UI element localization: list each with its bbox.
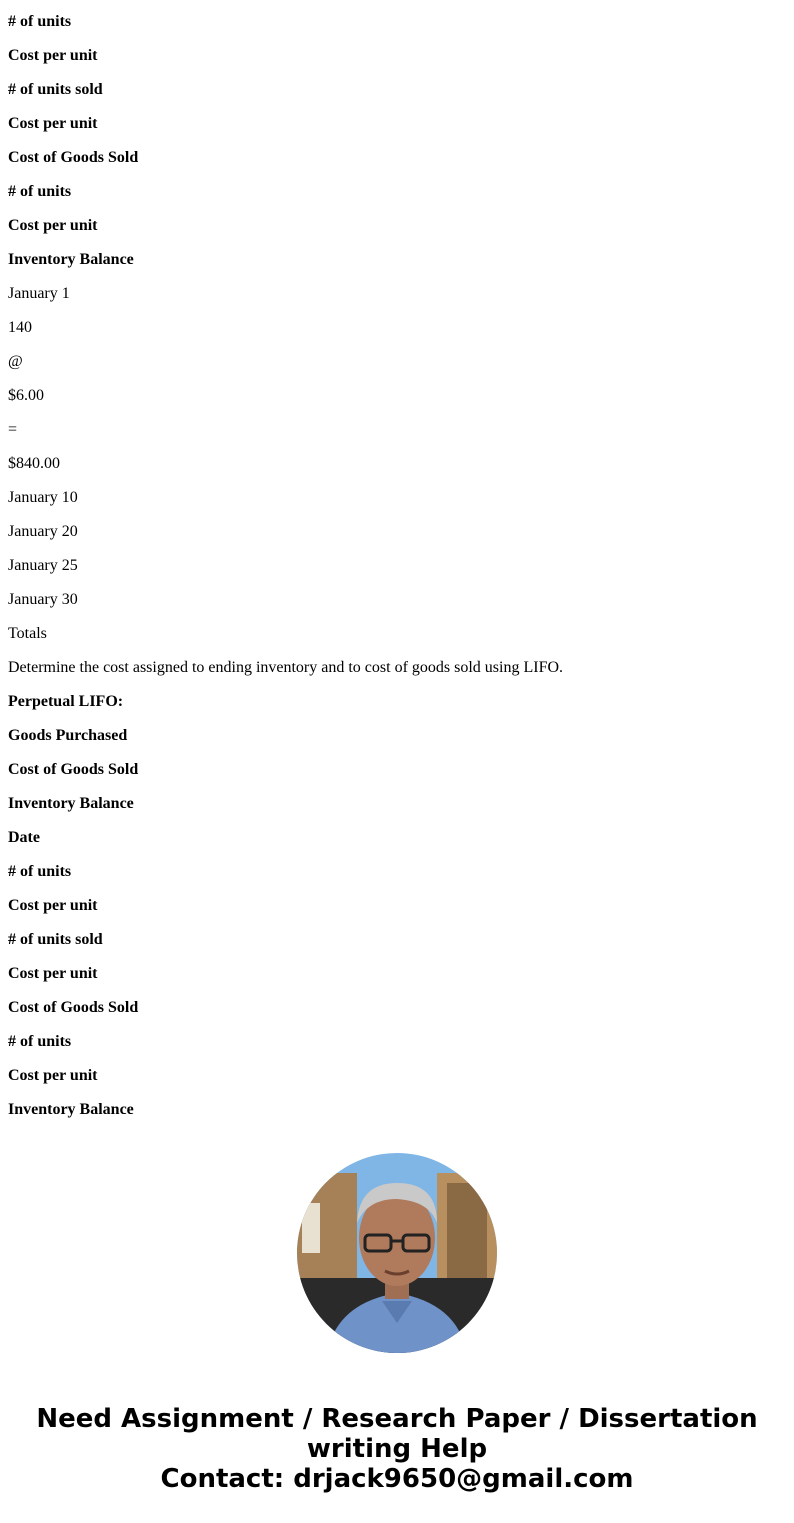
text-line: January 1 <box>8 285 70 302</box>
heading-line: Inventory Balance <box>8 251 134 268</box>
text-line: $6.00 <box>8 387 44 404</box>
heading-line: # of units <box>8 183 72 200</box>
heading-line: # of units <box>8 13 72 30</box>
promo-line-1: Need Assignment / Research Paper / Dissertation <box>36 1404 758 1434</box>
heading-line: # of units <box>8 863 72 880</box>
heading-line: Cost of Goods Sold <box>8 999 139 1016</box>
heading-line: Cost per unit <box>8 47 98 64</box>
heading-line: # of units <box>8 1033 72 1050</box>
promo-line-2: writing Help <box>306 1434 488 1464</box>
heading-line: Cost of Goods Sold <box>8 149 139 166</box>
heading-line: Cost per unit <box>8 965 98 982</box>
heading-line: Cost per unit <box>8 217 98 234</box>
heading-line: Date <box>8 829 40 846</box>
text-line: January 20 <box>8 523 78 540</box>
heading-line: Perpetual LIFO: <box>8 693 124 710</box>
heading-line: Goods Purchased <box>8 727 128 744</box>
heading-line: Cost per unit <box>8 897 98 914</box>
text-line: 140 <box>8 319 32 336</box>
text-line: @ <box>8 353 23 370</box>
heading-line: # of units sold <box>8 931 103 948</box>
text-line: January 25 <box>8 557 78 574</box>
text-line: Totals <box>8 625 47 642</box>
document-body <box>8 13 786 1135</box>
heading-line: Cost of Goods Sold <box>8 761 139 778</box>
heading-line: Inventory Balance <box>8 795 134 812</box>
text-line: January 30 <box>8 591 78 608</box>
person-photo-icon <box>297 1153 497 1353</box>
text-line: = <box>8 421 18 438</box>
heading-line: # of units sold <box>8 81 103 98</box>
text-line: Determine the cost assigned to ending inventory and to cost of goods sold using LIFO. <box>8 659 564 676</box>
heading-line: Inventory Balance <box>8 1101 134 1118</box>
contact-banner <box>0 1404 794 1494</box>
text-line: January 10 <box>8 489 78 506</box>
heading-line: Cost per unit <box>8 115 98 132</box>
heading-line: Cost per unit <box>8 1067 98 1084</box>
promo-contact-line: Contact: drjack9650@gmail.com <box>160 1464 634 1494</box>
text-line: $840.00 <box>8 455 60 472</box>
author-avatar <box>297 1153 497 1353</box>
